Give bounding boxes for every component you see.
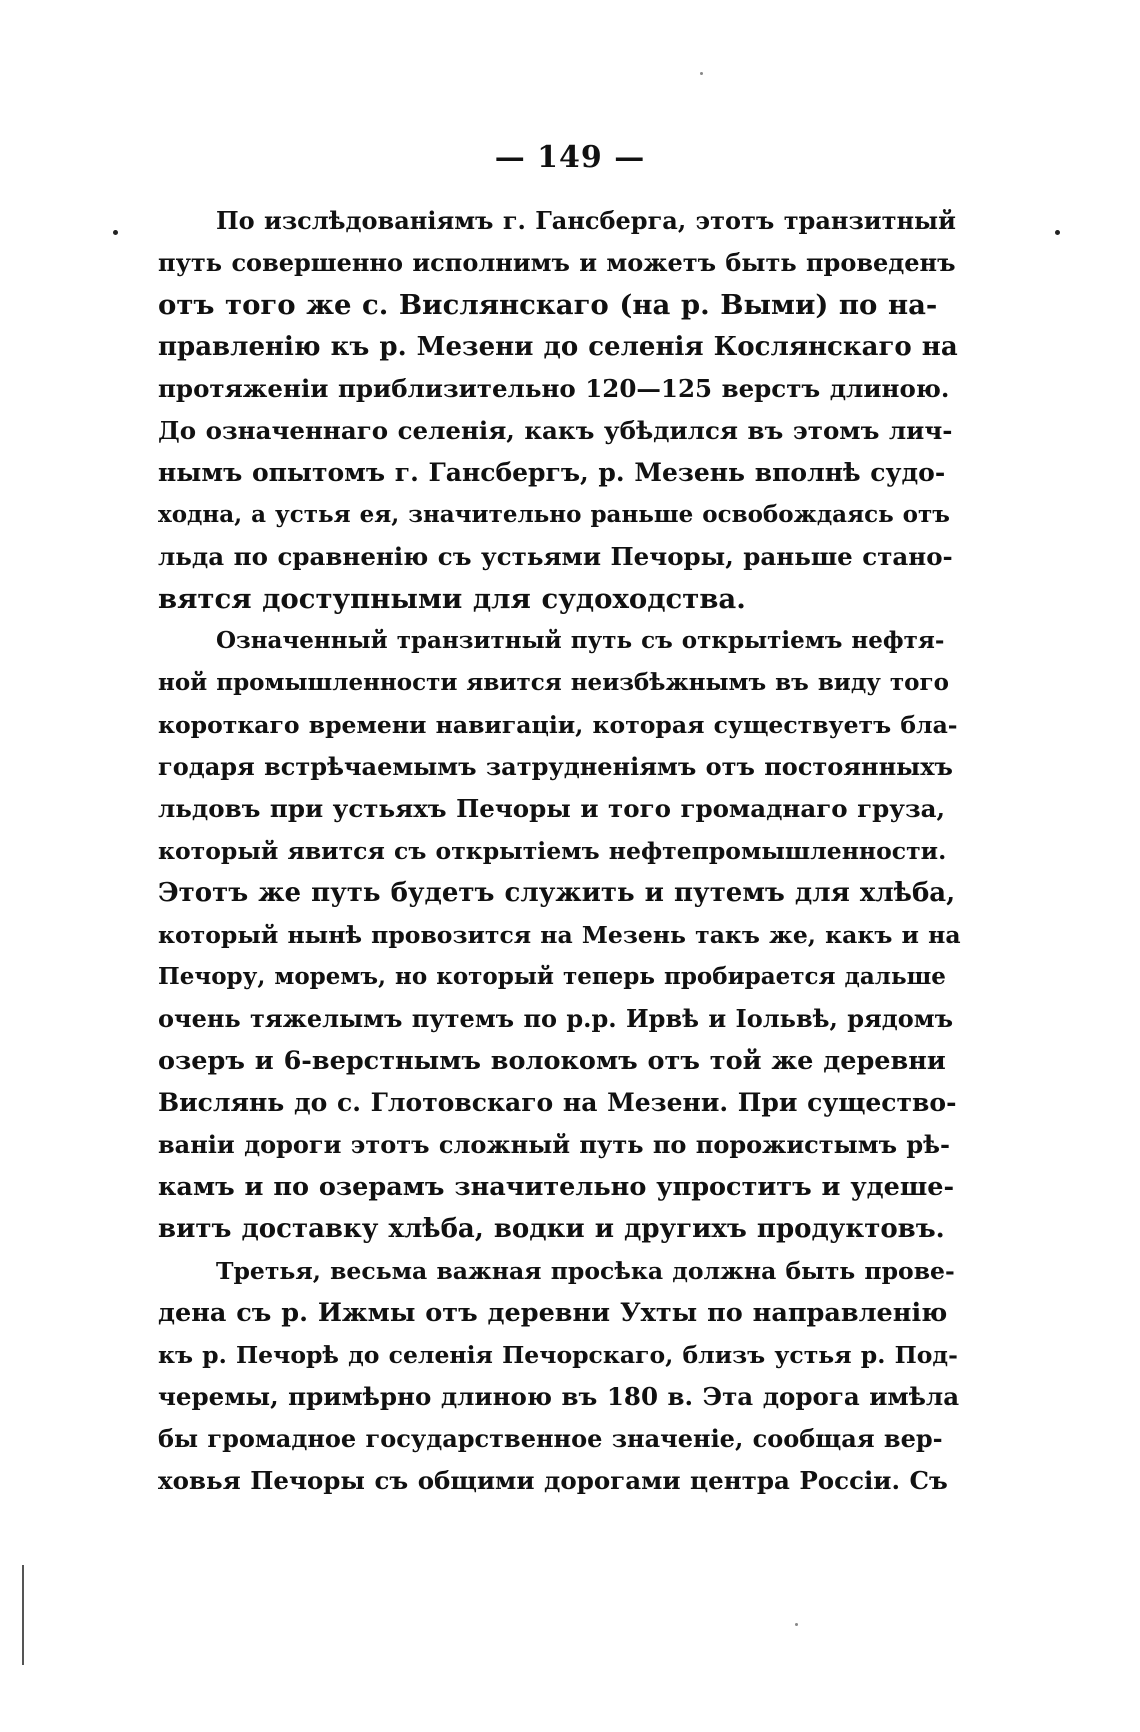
text-line: очень тяжелымъ путемъ по р.р. Ирвѣ и Іольвѣ, рядомъ <box>158 1004 953 1033</box>
text-line: который нынѣ провозится на Мезень такъ же, какъ и на <box>158 921 961 949</box>
text-line: вятся доступными для судоходства. <box>158 583 746 615</box>
text-line: ной промышленности явится неизбѣжнымъ въ виду того <box>158 669 949 696</box>
paragraph-2 <box>100 620 961 1250</box>
text-line: По изслѣдованіямъ г. Гансберга, этотъ транзитный <box>216 206 956 235</box>
paragraph-3 <box>100 1250 960 1502</box>
scan-speck <box>1055 230 1060 235</box>
text-line: озеръ и 6-верстнымъ волокомъ отъ той же деревни <box>158 1046 946 1076</box>
text-line: протяженіи приблизительно 120—125 верстъ длиною. <box>158 374 950 403</box>
text-line: Печору, моремъ, но который теперь пробирается дальше <box>158 963 946 990</box>
text-line: камъ и по озерамъ значительно упроститъ и удеше- <box>158 1172 955 1202</box>
text-line: витъ доставку хлѣба, водки и другихъ продуктовъ. <box>158 1214 945 1244</box>
text-line: ховья Печоры съ общими дорогами центра Россіи. Съ <box>158 1466 948 1495</box>
text-line: ваніи дороги этотъ сложный путь по порожистымъ рѣ- <box>158 1130 950 1159</box>
scan-edge-line <box>22 1565 24 1665</box>
text-line: нымъ опытомъ г. Гансбергъ, р. Мезень вполнѣ судо- <box>158 458 946 487</box>
text-line: До означеннаго селенія, какъ убѣдился въ этомъ лич- <box>158 416 953 445</box>
text-line: къ р. Печорѣ до селенія Печорскаго, близъ устья р. Под- <box>158 1341 958 1369</box>
text-line: Вислянь до с. Глотовскаго на Мезени. При существо- <box>158 1088 957 1117</box>
text-line: льда по сравненію съ устьями Печоры, раньше стано- <box>158 542 953 571</box>
scan-speck <box>795 1623 798 1626</box>
scan-speck <box>700 72 703 75</box>
text-line: отъ того же с. Вислянскаго (на р. Выми) по на- <box>158 289 938 321</box>
page-number: — 149 — <box>494 140 646 175</box>
text-line: годаря встрѣчаемымъ затрудненіямъ отъ постоянныхъ <box>158 752 953 781</box>
text-line: Третья, весьма важная просѣка должна быть прове- <box>216 1257 955 1285</box>
text-line: короткаго времени навигаціи, которая существуетъ бла- <box>158 711 958 739</box>
text-line: Этотъ же путь будетъ служить и путемъ для хлѣба, <box>158 878 956 908</box>
text-line: путь совершенно исполнимъ и можетъ быть проведенъ <box>158 248 956 277</box>
text-line: дена съ р. Ижмы отъ деревни Ухты по направленію <box>158 1298 948 1328</box>
text-line: который явится съ открытіемъ нефтепромышленности. <box>158 837 947 865</box>
text-line: льдовъ при устьяхъ Печоры и того громаднаго груза, <box>158 794 945 823</box>
text-line: правленію къ р. Мезени до селенія Кослянскаго на <box>158 332 958 362</box>
text-line: бы громадное государственное значеніе, сообщая вер- <box>158 1424 943 1453</box>
text-line: Означенный транзитный путь съ открытіемъ нефтя- <box>216 627 945 654</box>
paragraph-1 <box>100 200 958 620</box>
text-line: черемы, примѣрно длиною въ 180 в. Эта дорога имѣла <box>158 1382 960 1411</box>
body-text <box>100 200 961 1502</box>
text-line: ходна, а устья ея, значительно раньше освобождаясь отъ <box>158 501 950 528</box>
